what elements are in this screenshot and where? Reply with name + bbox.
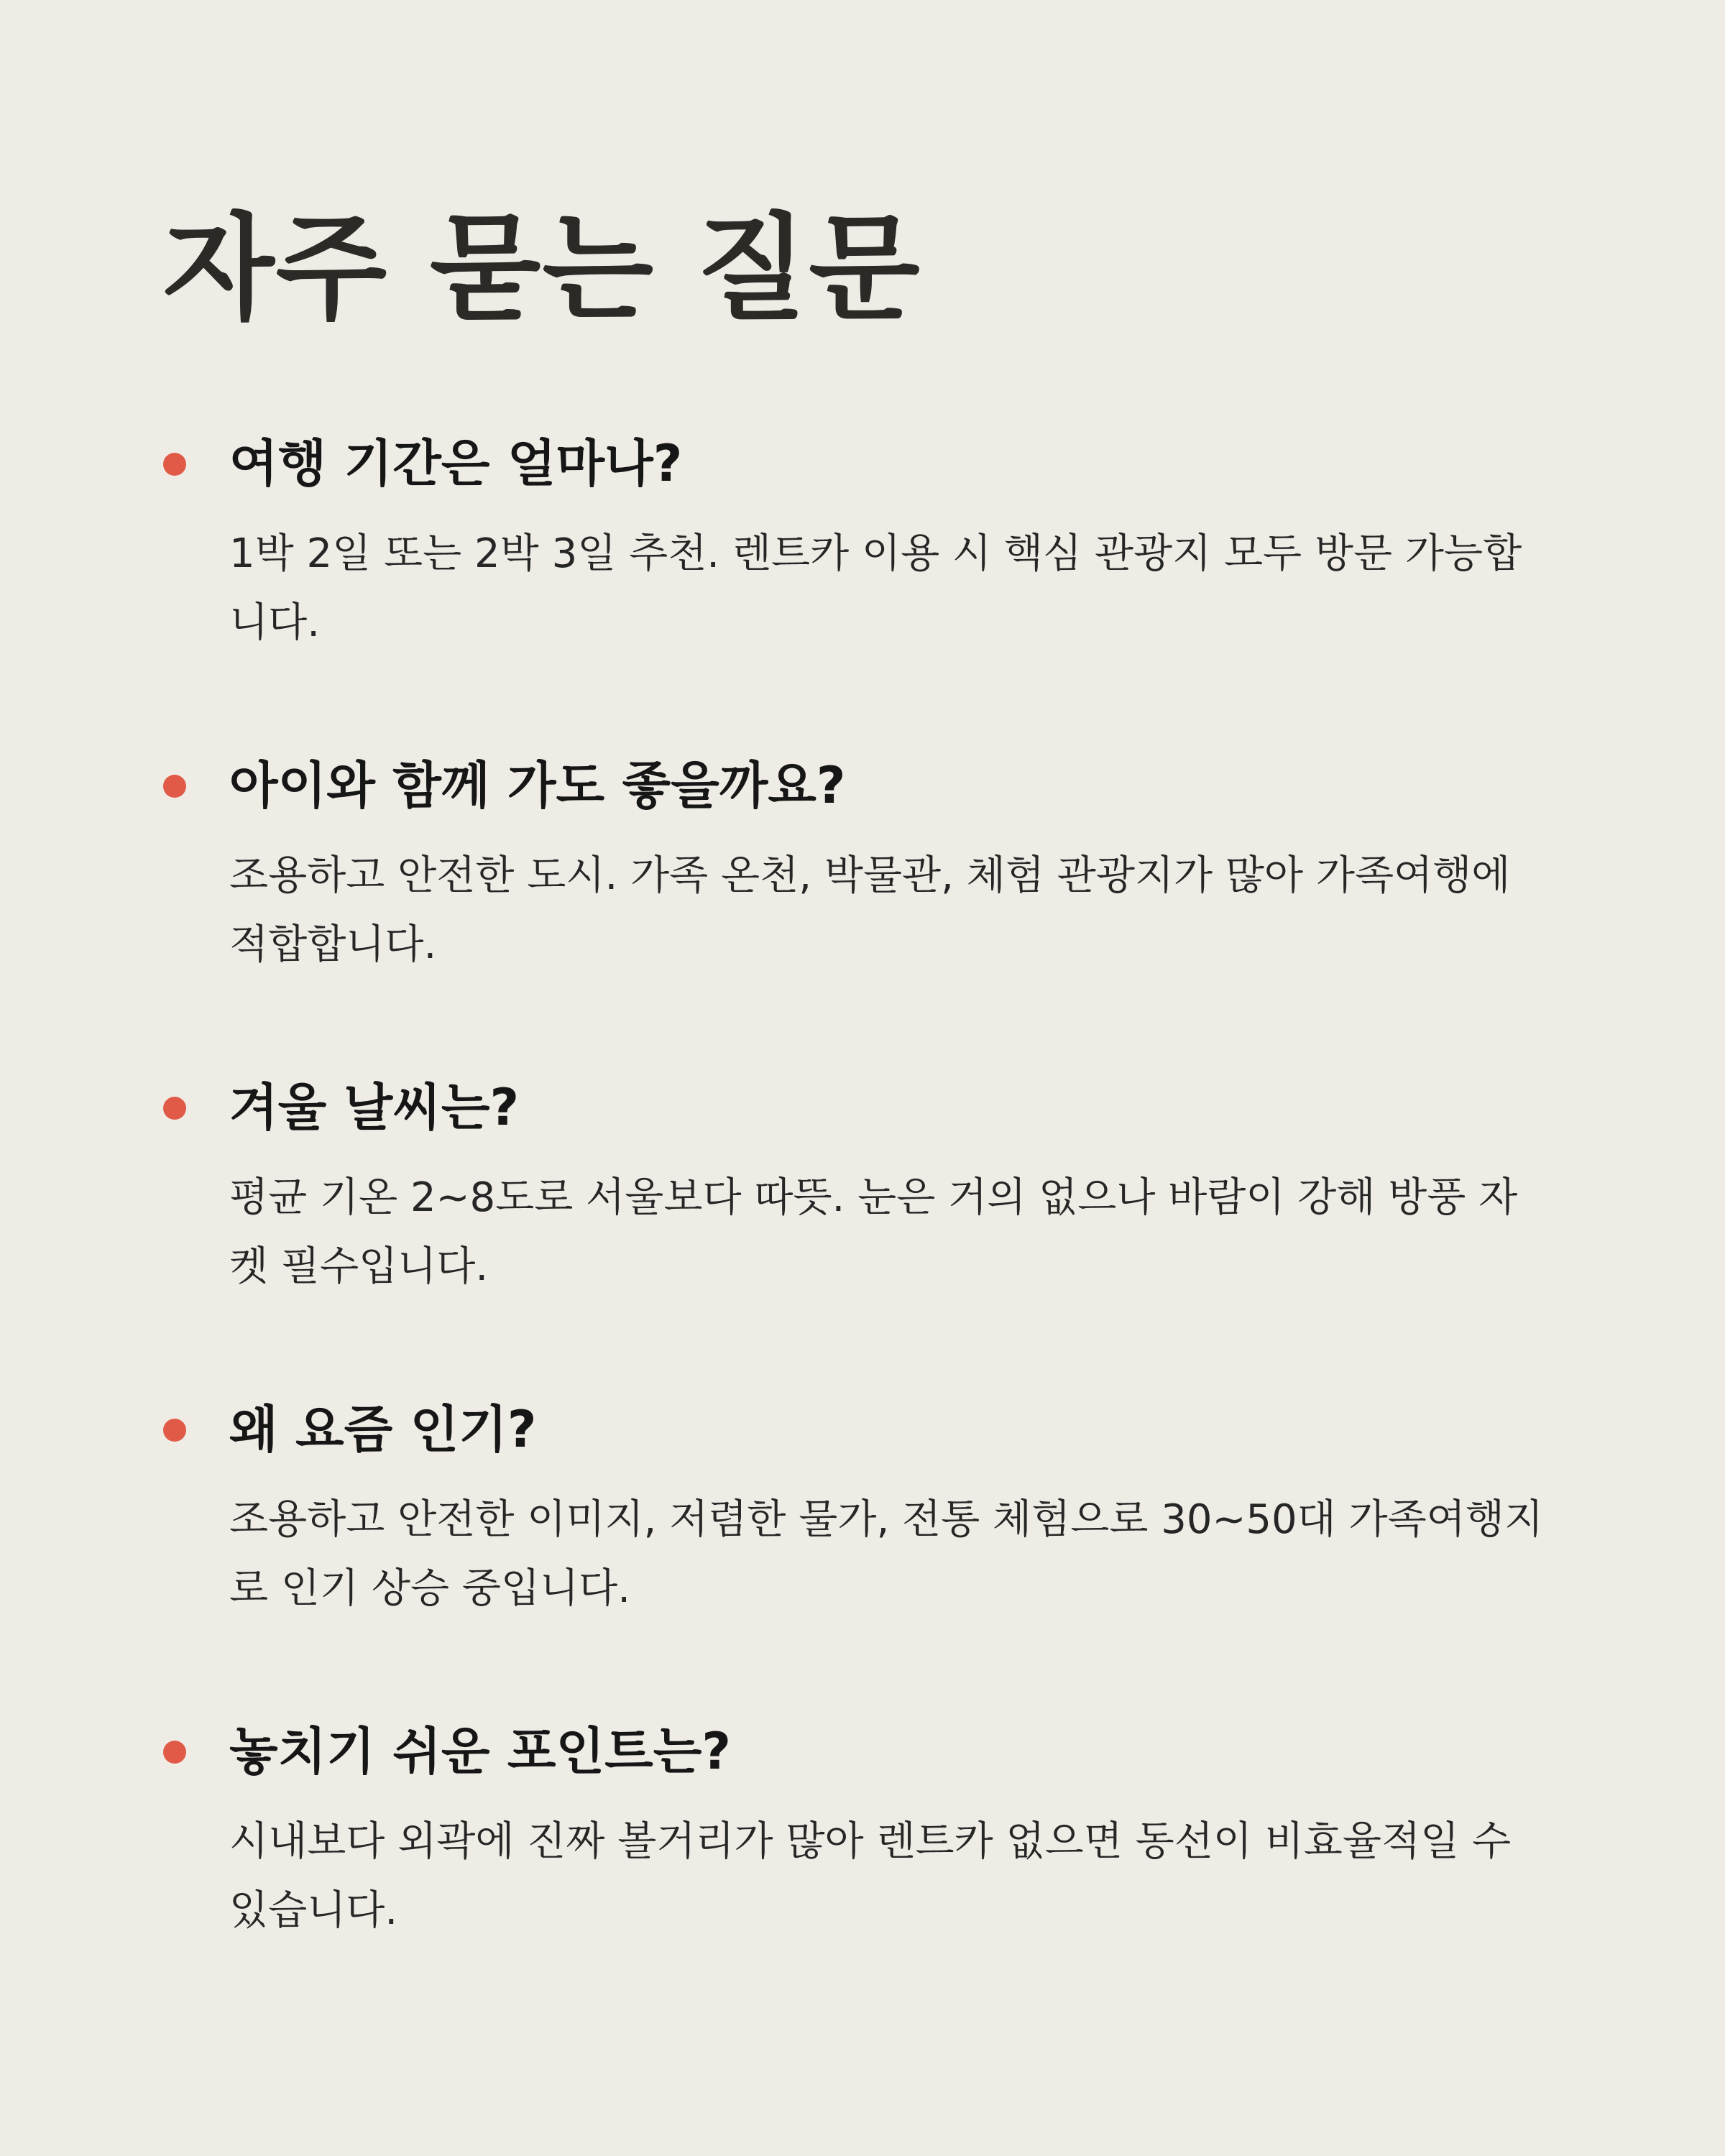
faq-question: 아이와 함께 가도 좋을까요? bbox=[229, 756, 846, 815]
faq-item bbox=[163, 1712, 1565, 2034]
bullet-dot-icon bbox=[163, 1741, 186, 1764]
faq-list bbox=[163, 424, 1565, 2034]
faq-item bbox=[163, 746, 1565, 1068]
faq-question: 여행 기간은 얼마나? bbox=[229, 434, 683, 493]
bullet-dot-icon bbox=[163, 1419, 186, 1442]
faq-answer: 조용하고 안전한 이미지, 저렴한 물가, 전통 체험으로 30~50대 가족여행지로 인기 상승 중입니다. bbox=[229, 1496, 1544, 1612]
faq-question: 놓치기 쉬운 포인트는? bbox=[229, 1722, 731, 1781]
faq-item bbox=[163, 1068, 1565, 1390]
bullet-dot-icon bbox=[163, 453, 186, 476]
faq-item bbox=[163, 1390, 1565, 1712]
faq-answer: 1박 2일 또는 2박 3일 추천. 렌트카 이용 시 핵심 관광지 모두 방문 가능합니다. bbox=[229, 530, 1522, 646]
bullet-dot-icon bbox=[163, 1097, 186, 1120]
faq-question: 왜 요즘 인기? bbox=[229, 1400, 537, 1459]
faq-answer: 조용하고 안전한 도시. 가족 온천, 박물관, 체험 관광지가 많아 가족여행에 적합합니다. bbox=[229, 852, 1511, 968]
bullet-dot-icon bbox=[163, 775, 186, 798]
faq-answer: 평균 기온 2~8도로 서울보다 따뜻. 눈은 거의 없으나 바람이 강해 방풍 자켓 필수입니다. bbox=[229, 1174, 1518, 1290]
faq-answer: 시내보다 외곽에 진짜 볼거리가 많아 렌트카 없으면 동선이 비효율적일 수 있습니다. bbox=[229, 1818, 1512, 1934]
page-title: 자주 묻는 질문 bbox=[163, 201, 921, 336]
faq-item bbox=[163, 424, 1565, 746]
faq-question: 겨울 날씨는? bbox=[229, 1078, 520, 1137]
